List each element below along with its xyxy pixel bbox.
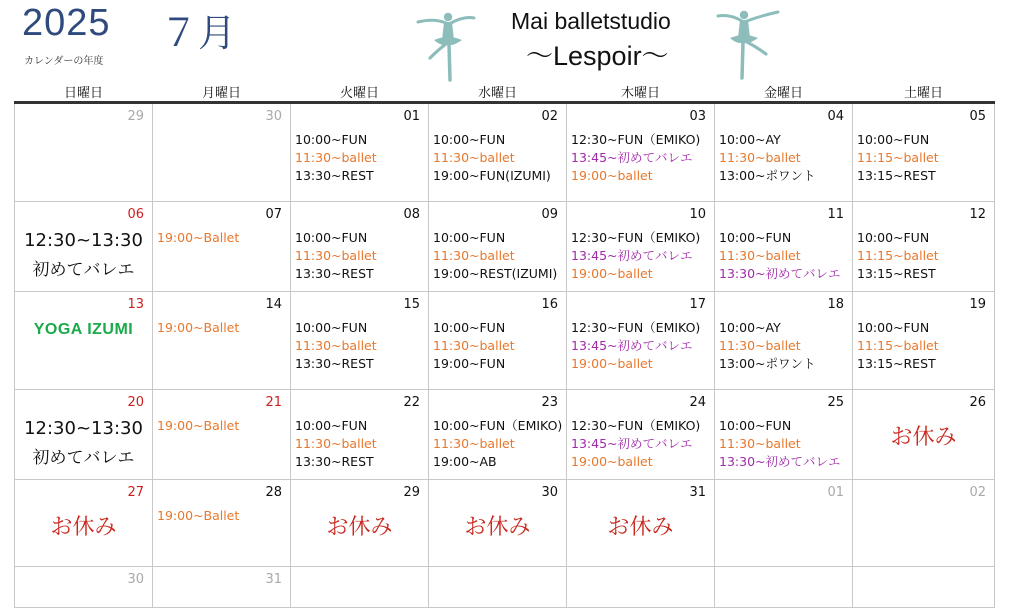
special-class-time: 12:30~13:30 [24, 418, 143, 439]
calendar-day-cell [15, 103, 153, 202]
day-number: 24 [689, 395, 706, 410]
class-entry: 10:00~FUN（EMIKO) [433, 418, 563, 433]
yoga-event-label: YOGA IZUMI [33, 321, 134, 338]
day-number: 22 [403, 395, 420, 410]
calendar-day-cell [429, 202, 567, 292]
calendar-day-cell [153, 202, 291, 292]
day-number: 02 [541, 109, 558, 124]
calendar-day-cell [715, 292, 853, 390]
day-number: 11 [827, 207, 844, 222]
calendar-day-cell [153, 390, 291, 480]
class-schedule [433, 131, 551, 185]
class-entry: 10:00~AY [719, 320, 781, 335]
calendar-day-cell [291, 567, 429, 608]
weekday-header: 日曜日 [15, 82, 153, 103]
ballerina-right-icon [708, 4, 784, 80]
class-entry: 13:00~ポワント [719, 168, 816, 183]
calendar-day-cell [567, 390, 715, 480]
day-number: 04 [827, 109, 844, 124]
calendar-day-cell [291, 202, 429, 292]
class-schedule [719, 417, 841, 471]
day-number: 19 [969, 297, 986, 312]
calendar-day-cell [429, 103, 567, 202]
calendar-day-cell [153, 480, 291, 567]
day-number: 01 [403, 109, 420, 124]
class-entry: 13:30~REST [295, 266, 374, 281]
calendar-day-cell [715, 480, 853, 567]
class-entry: 13:45~初めてバレエ [571, 248, 693, 263]
class-entry: 13:15~REST [857, 168, 936, 183]
class-schedule [719, 131, 816, 185]
calendar-day-cell [153, 567, 291, 608]
class-entry: 12:30~FUN（EMIKO) [571, 320, 701, 335]
class-entry: 19:00~ballet [571, 266, 653, 281]
day-number: 18 [827, 297, 844, 312]
calendar-day-cell [853, 390, 995, 480]
calendar-week-row [15, 567, 995, 608]
calendar-day-cell [291, 103, 429, 202]
class-entry: 19:00~Ballet [157, 418, 240, 433]
class-entry: 13:30~初めてバレエ [719, 266, 841, 281]
day-number: 06 [127, 207, 144, 222]
class-entry: 13:00~ポワント [719, 356, 816, 371]
class-entry: 11:30~ballet [295, 248, 377, 263]
class-entry: 11:30~ballet [433, 338, 515, 353]
day-number: 03 [689, 109, 706, 124]
day-number: 28 [265, 485, 282, 500]
class-entry: 10:00~FUN [433, 320, 506, 335]
calendar-day-cell [567, 103, 715, 202]
special-class-title: 初めてバレエ [32, 260, 135, 280]
class-entry: 11:15~ballet [857, 248, 939, 263]
day-number: 30 [127, 572, 144, 587]
class-entry: 13:45~初めてバレエ [571, 150, 693, 165]
class-schedule [295, 229, 377, 283]
class-entry: 10:00~FUN [433, 132, 506, 147]
class-entry: 13:15~REST [857, 266, 936, 281]
studio-subtitle: ～Lespoir～ [526, 41, 669, 71]
class-entry: 13:30~REST [295, 168, 374, 183]
class-entry: 19:00~ballet [571, 454, 653, 469]
day-number: 26 [969, 395, 986, 410]
day-number: 31 [265, 572, 282, 587]
holiday-label: お休み [50, 515, 117, 540]
weekday-header: 金曜日 [715, 82, 853, 103]
calendar-day-cell [715, 103, 853, 202]
class-entry: 11:30~ballet [719, 248, 801, 263]
calendar-day-cell [567, 480, 715, 567]
class-entry: 11:30~ballet [433, 436, 515, 451]
class-entry: 10:00~AY [719, 132, 781, 147]
day-number: 02 [969, 485, 986, 500]
calendar-day-cell [153, 103, 291, 202]
ballerina-left-icon [408, 6, 484, 82]
holiday-label: お休み [890, 425, 957, 450]
class-entry: 11:30~ballet [433, 150, 515, 165]
class-entry: 10:00~FUN [295, 418, 368, 433]
calendar-day-cell [15, 202, 153, 292]
calendar-week-row [15, 202, 995, 292]
day-number: 23 [541, 395, 558, 410]
day-number: 10 [689, 207, 706, 222]
calendar-day-cell [15, 567, 153, 608]
day-number: 05 [969, 109, 986, 124]
calendar-day-cell [429, 292, 567, 390]
class-entry: 10:00~FUN [719, 418, 792, 433]
calendar-week-row [15, 103, 995, 202]
class-entry: 11:30~ballet [719, 338, 801, 353]
class-entry: 11:30~ballet [295, 436, 377, 451]
day-number: 29 [127, 109, 144, 124]
class-entry: 12:30~FUN（EMIKO) [571, 132, 701, 147]
special-class-time: 12:30~13:30 [24, 230, 143, 251]
class-entry: 10:00~FUN [857, 230, 930, 245]
class-schedule [157, 319, 239, 337]
calendar-day-cell [15, 480, 153, 567]
class-schedule [433, 417, 562, 471]
day-number: 13 [127, 297, 144, 312]
class-schedule [157, 229, 239, 247]
day-number: 25 [827, 395, 844, 410]
class-schedule [157, 507, 239, 525]
class-entry: 13:30~REST [295, 356, 374, 371]
class-entry: 19:00~FUN(IZUMI) [433, 168, 551, 183]
class-entry: 10:00~FUN [857, 320, 930, 335]
class-entry: 11:15~ballet [857, 338, 939, 353]
year-caption: カレンダーの年度 [24, 56, 104, 67]
class-entry: 13:30~REST [295, 454, 374, 469]
calendar-day-cell [567, 202, 715, 292]
class-entry: 10:00~FUN [857, 132, 930, 147]
day-number: 29 [403, 485, 420, 500]
weekday-header: 水曜日 [429, 82, 567, 103]
calendar-day-cell [567, 292, 715, 390]
class-entry: 19:00~Ballet [157, 508, 240, 523]
day-number: 31 [689, 485, 706, 500]
calendar-body [15, 103, 995, 608]
class-schedule [857, 319, 939, 373]
class-schedule [295, 319, 377, 373]
class-schedule [571, 417, 700, 471]
holiday-label: お休み [464, 515, 531, 540]
class-schedule [719, 229, 841, 283]
class-entry: 11:30~ballet [295, 150, 377, 165]
class-entry: 10:00~FUN [295, 230, 368, 245]
calendar-day-cell [715, 202, 853, 292]
class-entry: 11:30~ballet [719, 436, 801, 451]
calendar-day-cell [853, 480, 995, 567]
class-schedule [571, 229, 700, 283]
day-number: 08 [403, 207, 420, 222]
class-entry: 13:45~初めてバレエ [571, 338, 693, 353]
calendar-week-row [15, 390, 995, 480]
calendar-day-cell [715, 567, 853, 608]
month-label: ７月 [160, 13, 237, 55]
day-number: 09 [541, 207, 558, 222]
class-schedule [857, 229, 939, 283]
class-schedule [719, 319, 816, 373]
class-schedule [433, 319, 515, 373]
day-number: 27 [127, 485, 144, 500]
calendar-day-cell [291, 292, 429, 390]
class-schedule [571, 319, 700, 373]
class-entry: 10:00~FUN [295, 320, 368, 335]
class-entry: 11:30~ballet [433, 248, 515, 263]
class-schedule [433, 229, 557, 283]
day-number: 20 [127, 395, 144, 410]
day-number: 21 [265, 395, 282, 410]
calendar-day-cell [153, 292, 291, 390]
class-schedule [295, 131, 377, 185]
weekday-header: 土曜日 [853, 82, 995, 103]
calendar-day-cell [567, 567, 715, 608]
day-number: 16 [541, 297, 558, 312]
class-entry: 19:00~ballet [571, 356, 653, 371]
weekday-header: 火曜日 [291, 82, 429, 103]
calendar-day-cell [853, 292, 995, 390]
weekday-header-row [15, 82, 995, 103]
calendar-day-cell [15, 292, 153, 390]
class-entry: 13:15~REST [857, 356, 936, 371]
day-number: 30 [541, 485, 558, 500]
calendar-day-cell [853, 103, 995, 202]
class-entry: 19:00~REST(IZUMI) [433, 266, 558, 281]
class-entry: 19:00~Ballet [157, 320, 240, 335]
calendar-week-row [15, 480, 995, 567]
weekday-header: 木曜日 [567, 82, 715, 103]
day-number: 30 [265, 109, 282, 124]
calendar-grid [14, 82, 995, 608]
class-entry: 19:00~ballet [571, 168, 653, 183]
class-schedule [857, 131, 939, 185]
day-number: 15 [403, 297, 420, 312]
calendar-day-cell [429, 480, 567, 567]
class-entry: 10:00~FUN [295, 132, 368, 147]
class-entry: 12:30~FUN（EMIKO) [571, 230, 701, 245]
class-entry: 13:30~初めてバレエ [719, 454, 841, 469]
class-entry: 12:30~FUN（EMIKO) [571, 418, 701, 433]
calendar-day-cell [429, 390, 567, 480]
day-number: 12 [969, 207, 986, 222]
weekday-header: 月曜日 [153, 82, 291, 103]
holiday-label: お休み [326, 515, 393, 540]
class-entry: 11:15~ballet [857, 150, 939, 165]
class-entry: 11:30~ballet [295, 338, 377, 353]
class-entry: 19:00~FUN [433, 356, 506, 371]
calendar-day-cell [15, 390, 153, 480]
calendar-day-cell [291, 390, 429, 480]
class-entry: 13:45~初めてバレエ [571, 436, 693, 451]
class-entry: 19:00~Ballet [157, 230, 240, 245]
calendar-day-cell [715, 390, 853, 480]
class-entry: 10:00~FUN [719, 230, 792, 245]
class-entry: 11:30~ballet [719, 150, 801, 165]
holiday-label: お休み [607, 515, 674, 540]
studio-name: Mai balletstudio [511, 8, 671, 34]
day-number: 17 [689, 297, 706, 312]
calendar-day-cell [853, 567, 995, 608]
day-number: 07 [265, 207, 282, 222]
class-schedule [571, 131, 700, 185]
day-number: 14 [265, 297, 282, 312]
special-class-title: 初めてバレエ [32, 448, 135, 468]
calendar-day-cell [429, 567, 567, 608]
calendar-week-row [15, 292, 995, 390]
calendar-day-cell [291, 480, 429, 567]
day-number: 01 [827, 485, 844, 500]
class-entry: 10:00~FUN [433, 230, 506, 245]
calendar-day-cell [853, 202, 995, 292]
year-label: 2025 [22, 2, 111, 44]
class-schedule [295, 417, 377, 471]
class-schedule [157, 417, 239, 435]
class-entry: 19:00~AB [433, 454, 497, 469]
